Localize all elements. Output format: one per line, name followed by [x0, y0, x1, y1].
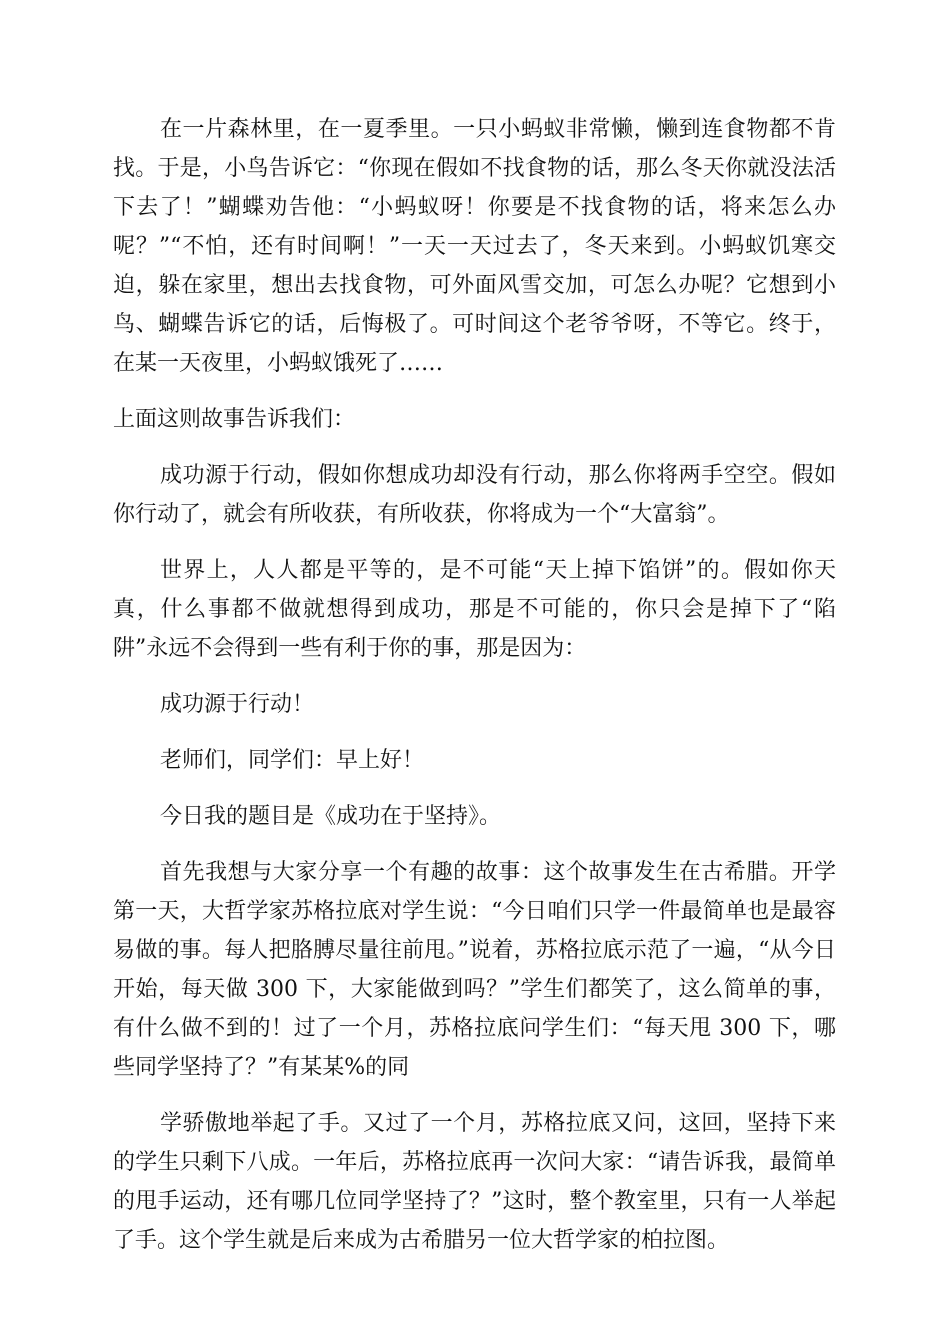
document-body	[113, 110, 836, 1277]
paragraph-equality: 世界上，人人都是平等的，是不可能“天上掉下馅饼”的。假如你天真，什么事都不做就想得到成功，那是不可能的，你只会是掉下了“陷阱”永远不会得到一些有利于你的事，那是因为：	[113, 558, 836, 661]
paragraph-conclusion: 成功源于行动！	[160, 692, 315, 717]
paragraph-socrates-story: 首先我想与大家分享一个有趣的故事：这个故事发生在古希腊。开学第一天，大哲学家苏格拉底对学生说：“今日咱们只学一件最简单也是最容易做的事。每人把胳膊尽量往前甩。”说着，苏格拉底示范了一遍，“从今日开始，每天做 300 下，大家能做到吗？”学生们都笑了，这么简单的事，有什么做不到的！过了一个月，苏格拉底问学生们：“每天甩 300 下，哪些同学坚持了？”有某某%的同	[113, 860, 836, 1080]
paragraph-success-from-action: 成功源于行动，假如你想成功却没有行动，那么你将两手空空。假如你行动了，就会有所收获，有所收获，你将成为一个“大富翁”。	[113, 463, 836, 527]
paragraph-ant-story: 在一片森林里，在一夏季里。一只小蚂蚁非常懒，懒到连食物都不肯找。于是，小鸟告诉它：“你现在假如不找食物的话，那么冬天你就没法活下去了！”蝴蝶劝告他：“小蚂蚁呀！你要是不找食物的话，将来怎么办呢？”“不怕，还有时间啊！”一天一天过去了，冬天来到。小蚂蚁饥寒交迫，躲在家里，想出去找食物，可外面风雪交加，可怎么办呢？它想到小鸟、蝴蝶告诉它的话，后悔极了。可时间这个老爷爷呀，不等它。终于，在某一天夜里，小蚂蚁饿死了……	[113, 117, 836, 376]
paragraph-greeting: 老师们，同学们：早上好！	[160, 748, 425, 773]
paragraph-speech-title: 今日我的题目是《成功在于坚持》。	[160, 804, 502, 829]
paragraph-story-lesson-intro: 上面这则故事告诉我们：	[113, 407, 356, 432]
paragraph-plato: 学骄傲地举起了手。又过了一个月，苏格拉底又问，这回，坚持下来的学生只剩下八成。一年后，苏格拉底再一次问大家：“请告诉我，最简单的甩手运动，还有哪几位同学坚持了？”这时，整个教室里，只有一人举起了手。这个学生就是后来成为古希腊另一位大哲学家的柏拉图。	[113, 1111, 836, 1253]
